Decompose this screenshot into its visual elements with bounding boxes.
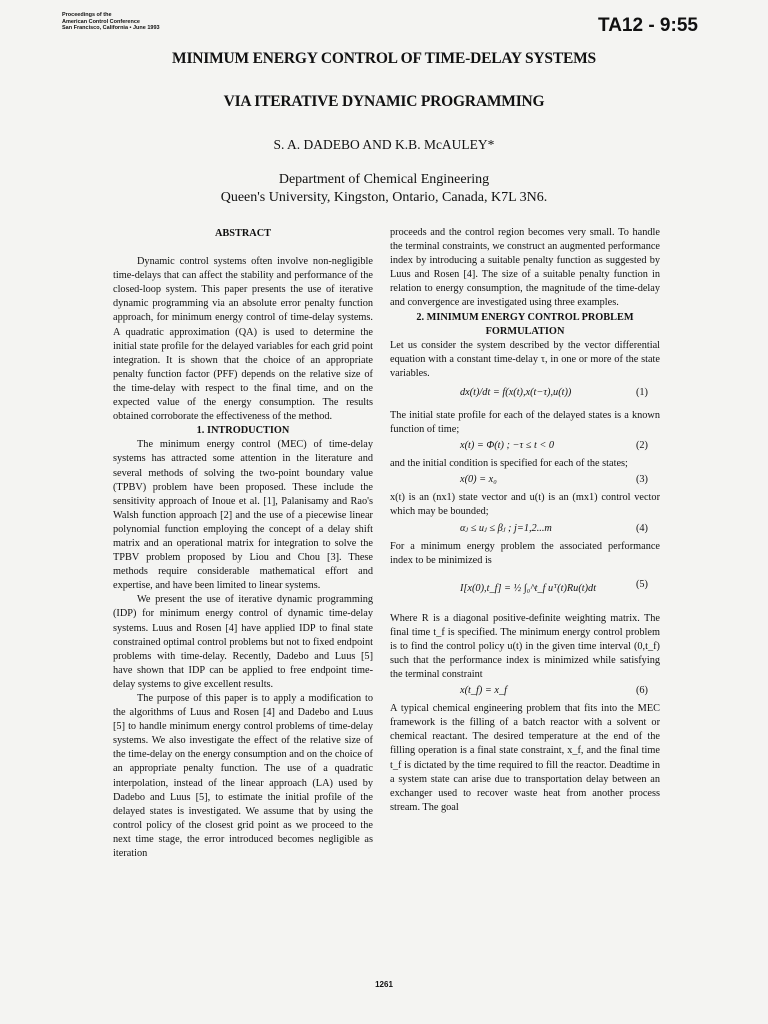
equation-4: [390, 520, 660, 540]
section-heading-cont: FORMULATION: [485, 325, 565, 337]
equation-number: (3): [635, 474, 648, 486]
equation-number: (5): [635, 578, 648, 590]
equation-5: [390, 568, 660, 612]
affiliation-line2: Queen's University, Kingston, Ontario, Canada, K7L 3N6.: [220, 190, 548, 205]
continued-text: proceeds and the control region becomes very small. To handle the terminal constraints, we construct an augmented performance index by introducing a suitable penalty function as suggested by Luus and Rosen [4]. The size of a suitable penalty function in relation to energy consumption, the magnitude of the time-delay and convergence are investigated using three examples.: [390, 227, 660, 309]
paper-title-line1: MINIMUM ENERGY CONTROL OF TIME-DELAY SYSTEMS: [172, 50, 596, 67]
equation-number: (6): [635, 685, 648, 697]
abstract-heading: ABSTRACT: [214, 228, 272, 239]
equation-body: x(0) = x₀: [460, 474, 497, 486]
session-code: TA12 - 9:55: [598, 15, 698, 36]
section-heading: 2. MINIMUM ENERGY CONTROL PROBLEM: [416, 311, 634, 323]
equation-body: αⱼ ≤ uⱼ ≤ βⱼ ; j=1,2...m: [460, 522, 552, 534]
body-paragraph: For a minimum energy problem the associated performance index to be minimized is: [390, 540, 660, 566]
intro-paragraph: The purpose of this paper is to apply a modification to the algorithms of Luus and Rosen [4] and Dadebo and Luus [5] to handle minimum energy control problems of time-delay systems. We also investigate the effect of the relative size of the time-delay on the energy consumption and on the choice of an appropriate penalty function. The use of a quadratic interpolation, instead of the linear approach (LA) used by Dadebo and Luus [5], to estimate the initial profile of the delayed states is investigated. We assume that by using the control policy of the closest grid point as we proceed to the next time stage, the error introduced becomes negligible as iteration: [113, 693, 373, 860]
intro-heading: 1. INTRODUCTION: [196, 425, 290, 437]
page-number: 1261: [375, 980, 393, 989]
body-paragraph: The initial state profile for each of the delayed states is a known function of time;: [390, 410, 660, 436]
equation-number: (4): [635, 522, 648, 534]
conference-line: San Francisco, California • June 1993: [62, 25, 160, 31]
equation-body: I[x(0),t_f] = ½ ∫₀^t_f uᵀ(t)Ru(t)dt: [460, 582, 597, 594]
paper-title-line2: VIA ITERATIVE DYNAMIC PROGRAMMING: [223, 93, 545, 110]
conference-line: Proceedings of the: [62, 12, 112, 18]
equation-1: [390, 381, 660, 409]
equation-number: (2): [635, 440, 648, 452]
body-paragraph: x(t) is an (nx1) state vector and u(t) is an (mx1) control vector which may be bounded;: [390, 492, 660, 518]
affiliation-line1: Department of Chemical Engineering: [278, 172, 490, 187]
equation-body: dx(t)/dt = f(x(t),x(t−τ),u(t)): [460, 387, 572, 399]
right-column: [390, 226, 660, 815]
equation-body: x(t_f) = x_f: [460, 685, 507, 697]
intro-paragraph: The minimum energy control (MEC) of time-delay systems has attracted some attention in the literature and several methods of solving the two-point boundary value (TPBV) problem have been proposed. These include the sensitivity approach of Inoue et al. [1], Palanisamy and Rao's Walsh function approach [2] and the use of a piecewise linear polynomial function employing the concept of a delay shift matrix and an operational matrix for integration to solve the TPBV problem proposed by Liou and Chou [3]. These methods require considerable mathematical effort and expertise, and have been limited to linear systems.: [113, 439, 373, 592]
left-column: [113, 227, 373, 861]
equation-body: x(t) = Φ(t) ; −τ ≤ t < 0: [460, 440, 555, 452]
body-paragraph: A typical chemical engineering problem that fits into the MEC framework is the filling of a batch reactor with a solvent or chemical reactant. The desired temperature at the end of the filling operation is a final state constraint, x_f, and the final time t_f is dictated by the time required to fill the reactor. Deadtime in a system state can arise due to transportation delay between an exchanger used to recover waste heat from another process stream. The goal: [390, 703, 660, 813]
equation-number: (1): [635, 387, 648, 399]
equation-3: [390, 471, 660, 491]
conference-info: [62, 12, 160, 32]
abstract-text: Dynamic control systems often involve non-negligible time-delays that can affect the stability and performance of the closed-loop system. This paper presents the use of iterative dynamic programming via an absolute error penalty function approach, for minimum energy control of time-delay systems. A quadratic approximation (QA) is used to determine the initial state profile for the delayed variables for each grid point integration. It is shown that the choice of an appropriate penalty function factor (PFF) depends on the relative size of the time-delay with respect to the final time, and on the expected value of the energy consumption. The results obtained corroborate the effectiveness of the method.: [113, 256, 373, 423]
intro-paragraph: We present the use of iterative dynamic programming (IDP) for minimum energy control of dynamic time-delay systems. Luus and Rosen [4] have applied IDP to final state constrained optimal control problems but not to fixed endpoint problems with time-delay. Recently, Dadebo and Luus [5] have shown that IDP can be applied to free endpoint time-delay systems to give excellent results.: [113, 594, 373, 690]
body-paragraph: and the initial condition is specified for each of the states;: [390, 458, 628, 470]
body-paragraph: Let us consider the system described by the vector differential equation with a constant time-delay τ, in one or more of the state variables.: [390, 339, 660, 379]
conference-line: American Control Conference: [62, 18, 140, 25]
equation-2: [390, 437, 660, 457]
body-paragraph: Where R is a diagonal positive-definite weighting matrix. The final time t_f is specified. The minimum energy control problem is to find the control policy u(t) in the given time interval (0,t_f) such that the performance index is minimized while satisfying the terminal constraint: [390, 612, 660, 681]
equation-6: [390, 682, 660, 702]
authors: S. A. DADEBO AND K.B. McAULEY*: [273, 137, 495, 152]
